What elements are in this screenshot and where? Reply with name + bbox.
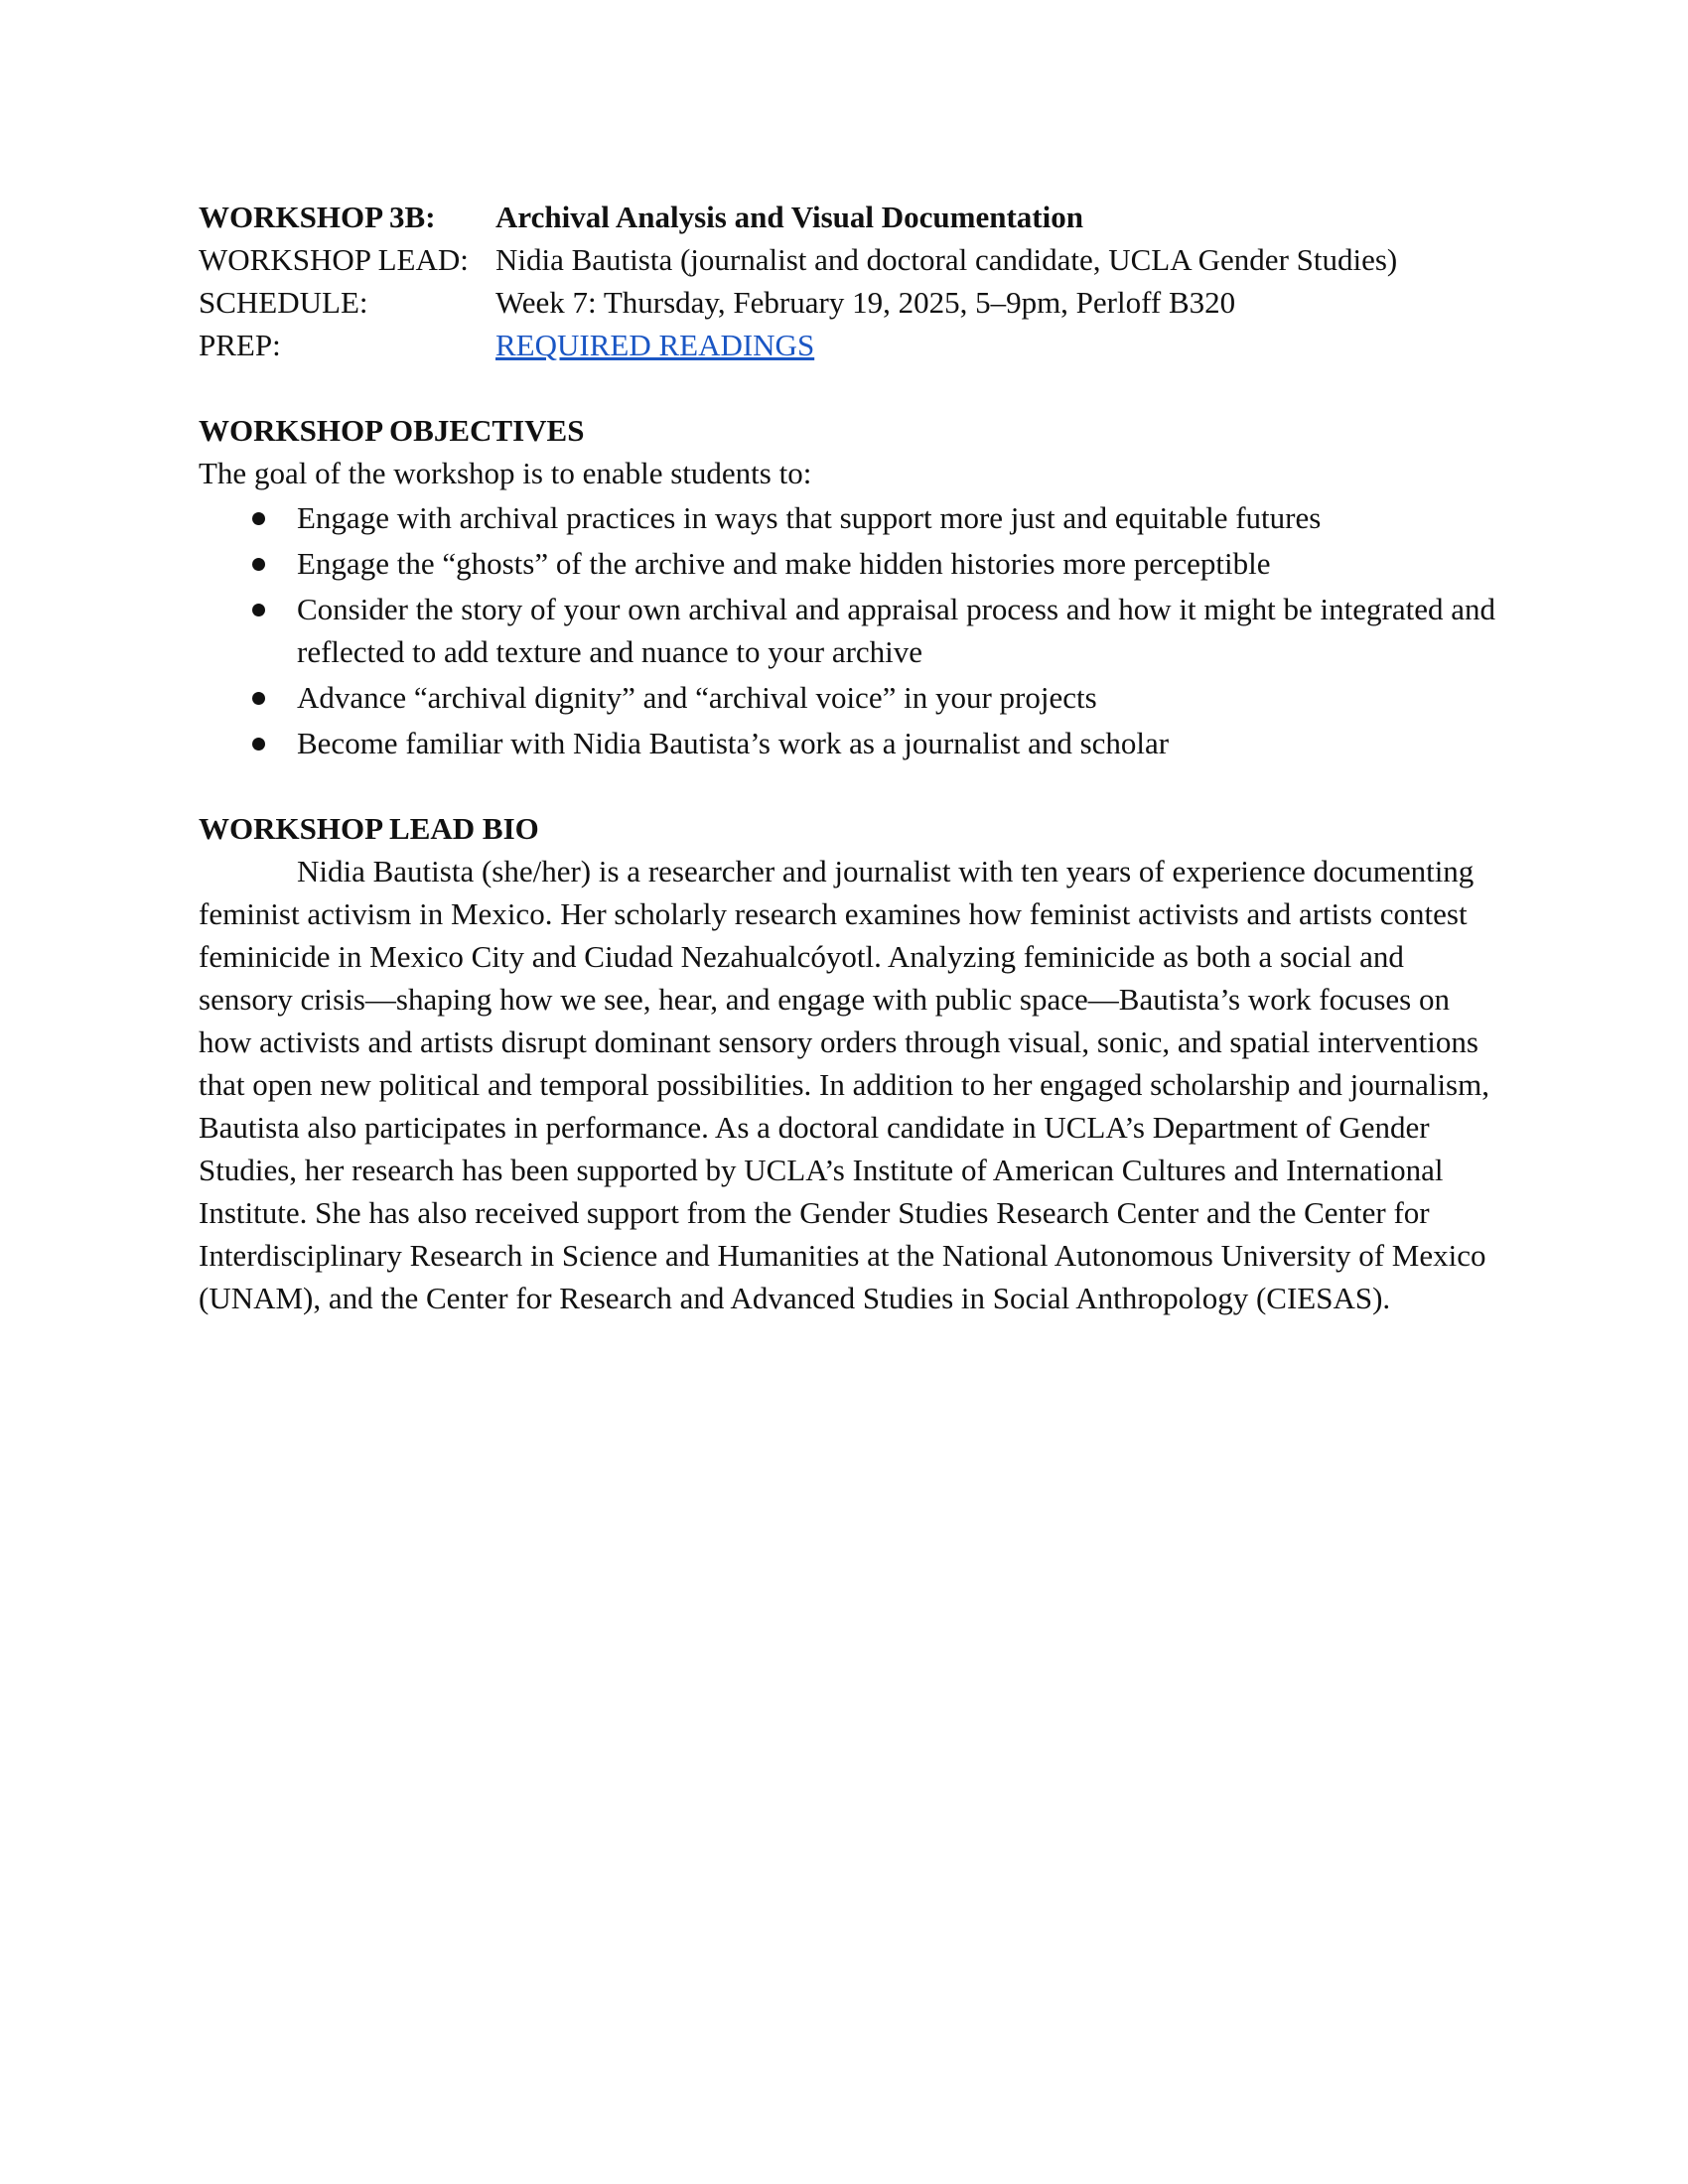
prep-row xyxy=(199,324,1499,366)
objective-text: Consider the story of your own archival and appraisal process and how it might be integrated and reflected to add texture and nuance to your archive xyxy=(297,592,1495,669)
objectives-list xyxy=(199,496,1499,764)
schedule-value: Week 7: Thursday, February 19, 2025, 5–9pm, Perloff B320 xyxy=(495,285,1236,320)
bio-heading: WORKSHOP LEAD BIO xyxy=(199,811,539,846)
objective-text: Engage with archival practices in ways that support more just and equitable futures xyxy=(297,500,1322,535)
objective-text: Advance “archival dignity” and “archival voice” in your projects xyxy=(297,680,1097,715)
required-readings-link[interactable]: REQUIRED READINGS xyxy=(495,328,815,362)
objective-item xyxy=(199,676,1499,719)
objective-item xyxy=(199,496,1499,539)
objectives-heading: WORKSHOP OBJECTIVES xyxy=(199,413,585,448)
document-content xyxy=(199,196,1499,1319)
bullet-icon xyxy=(252,692,265,705)
schedule-label: SCHEDULE: xyxy=(199,285,368,320)
objective-item xyxy=(199,722,1499,764)
lead-row xyxy=(199,238,1499,281)
workshop-row xyxy=(199,196,1499,238)
objective-text: Engage the “ghosts” of the archive and make hidden histories more perceptible xyxy=(297,546,1271,581)
objectives-intro: The goal of the workshop is to enable students to: xyxy=(199,456,812,490)
objective-item xyxy=(199,588,1499,673)
lead-value: Nidia Bautista (journalist and doctoral candidate, UCLA Gender Studies) xyxy=(495,242,1398,277)
lead-label: WORKSHOP LEAD: xyxy=(199,242,469,277)
bullet-icon xyxy=(252,512,265,525)
prep-label: PREP: xyxy=(199,328,281,362)
objective-item xyxy=(199,542,1499,585)
bullet-icon xyxy=(252,558,265,571)
bullet-icon xyxy=(252,604,265,616)
bio-paragraph: Nidia Bautista (she/her) is a researcher and journalist with ten years of experience documenting feminist activism in Mexico. Her scholarly research examines how feminist activists and artists contest feminicide in Mexico City and Ciudad Nezahualcóyotl. Analyzing feminicide as both a social and sensory crisis—shaping how we see, hear, and engage with public space—Bautista’s work focuses on how activists and artists disrupt dominant sensory orders through visual, sonic, and spatial interventions that open new political and temporal possibilities. In addition to her engaged scholarship and journalism, Bautista also participates in performance. As a doctoral candidate in UCLA’s Department of Gender Studies, her research has been supported by UCLA’s Institute of American Cultures and International Institute. She has also received support from the Gender Studies Research Center and the Center for Interdisciplinary Research in Science and Humanities at the National Autonomous University of Mexico (UNAM), and the Center for Research and Advanced Studies in Social Anthropology (CIESAS). xyxy=(199,854,1489,1315)
objective-text: Become familiar with Nidia Bautista’s work as a journalist and scholar xyxy=(297,726,1170,760)
bullet-icon xyxy=(252,738,265,751)
workshop-label: WORKSHOP 3B: xyxy=(199,200,436,234)
workshop-title: Archival Analysis and Visual Documentation xyxy=(495,200,1083,234)
schedule-row xyxy=(199,281,1499,324)
